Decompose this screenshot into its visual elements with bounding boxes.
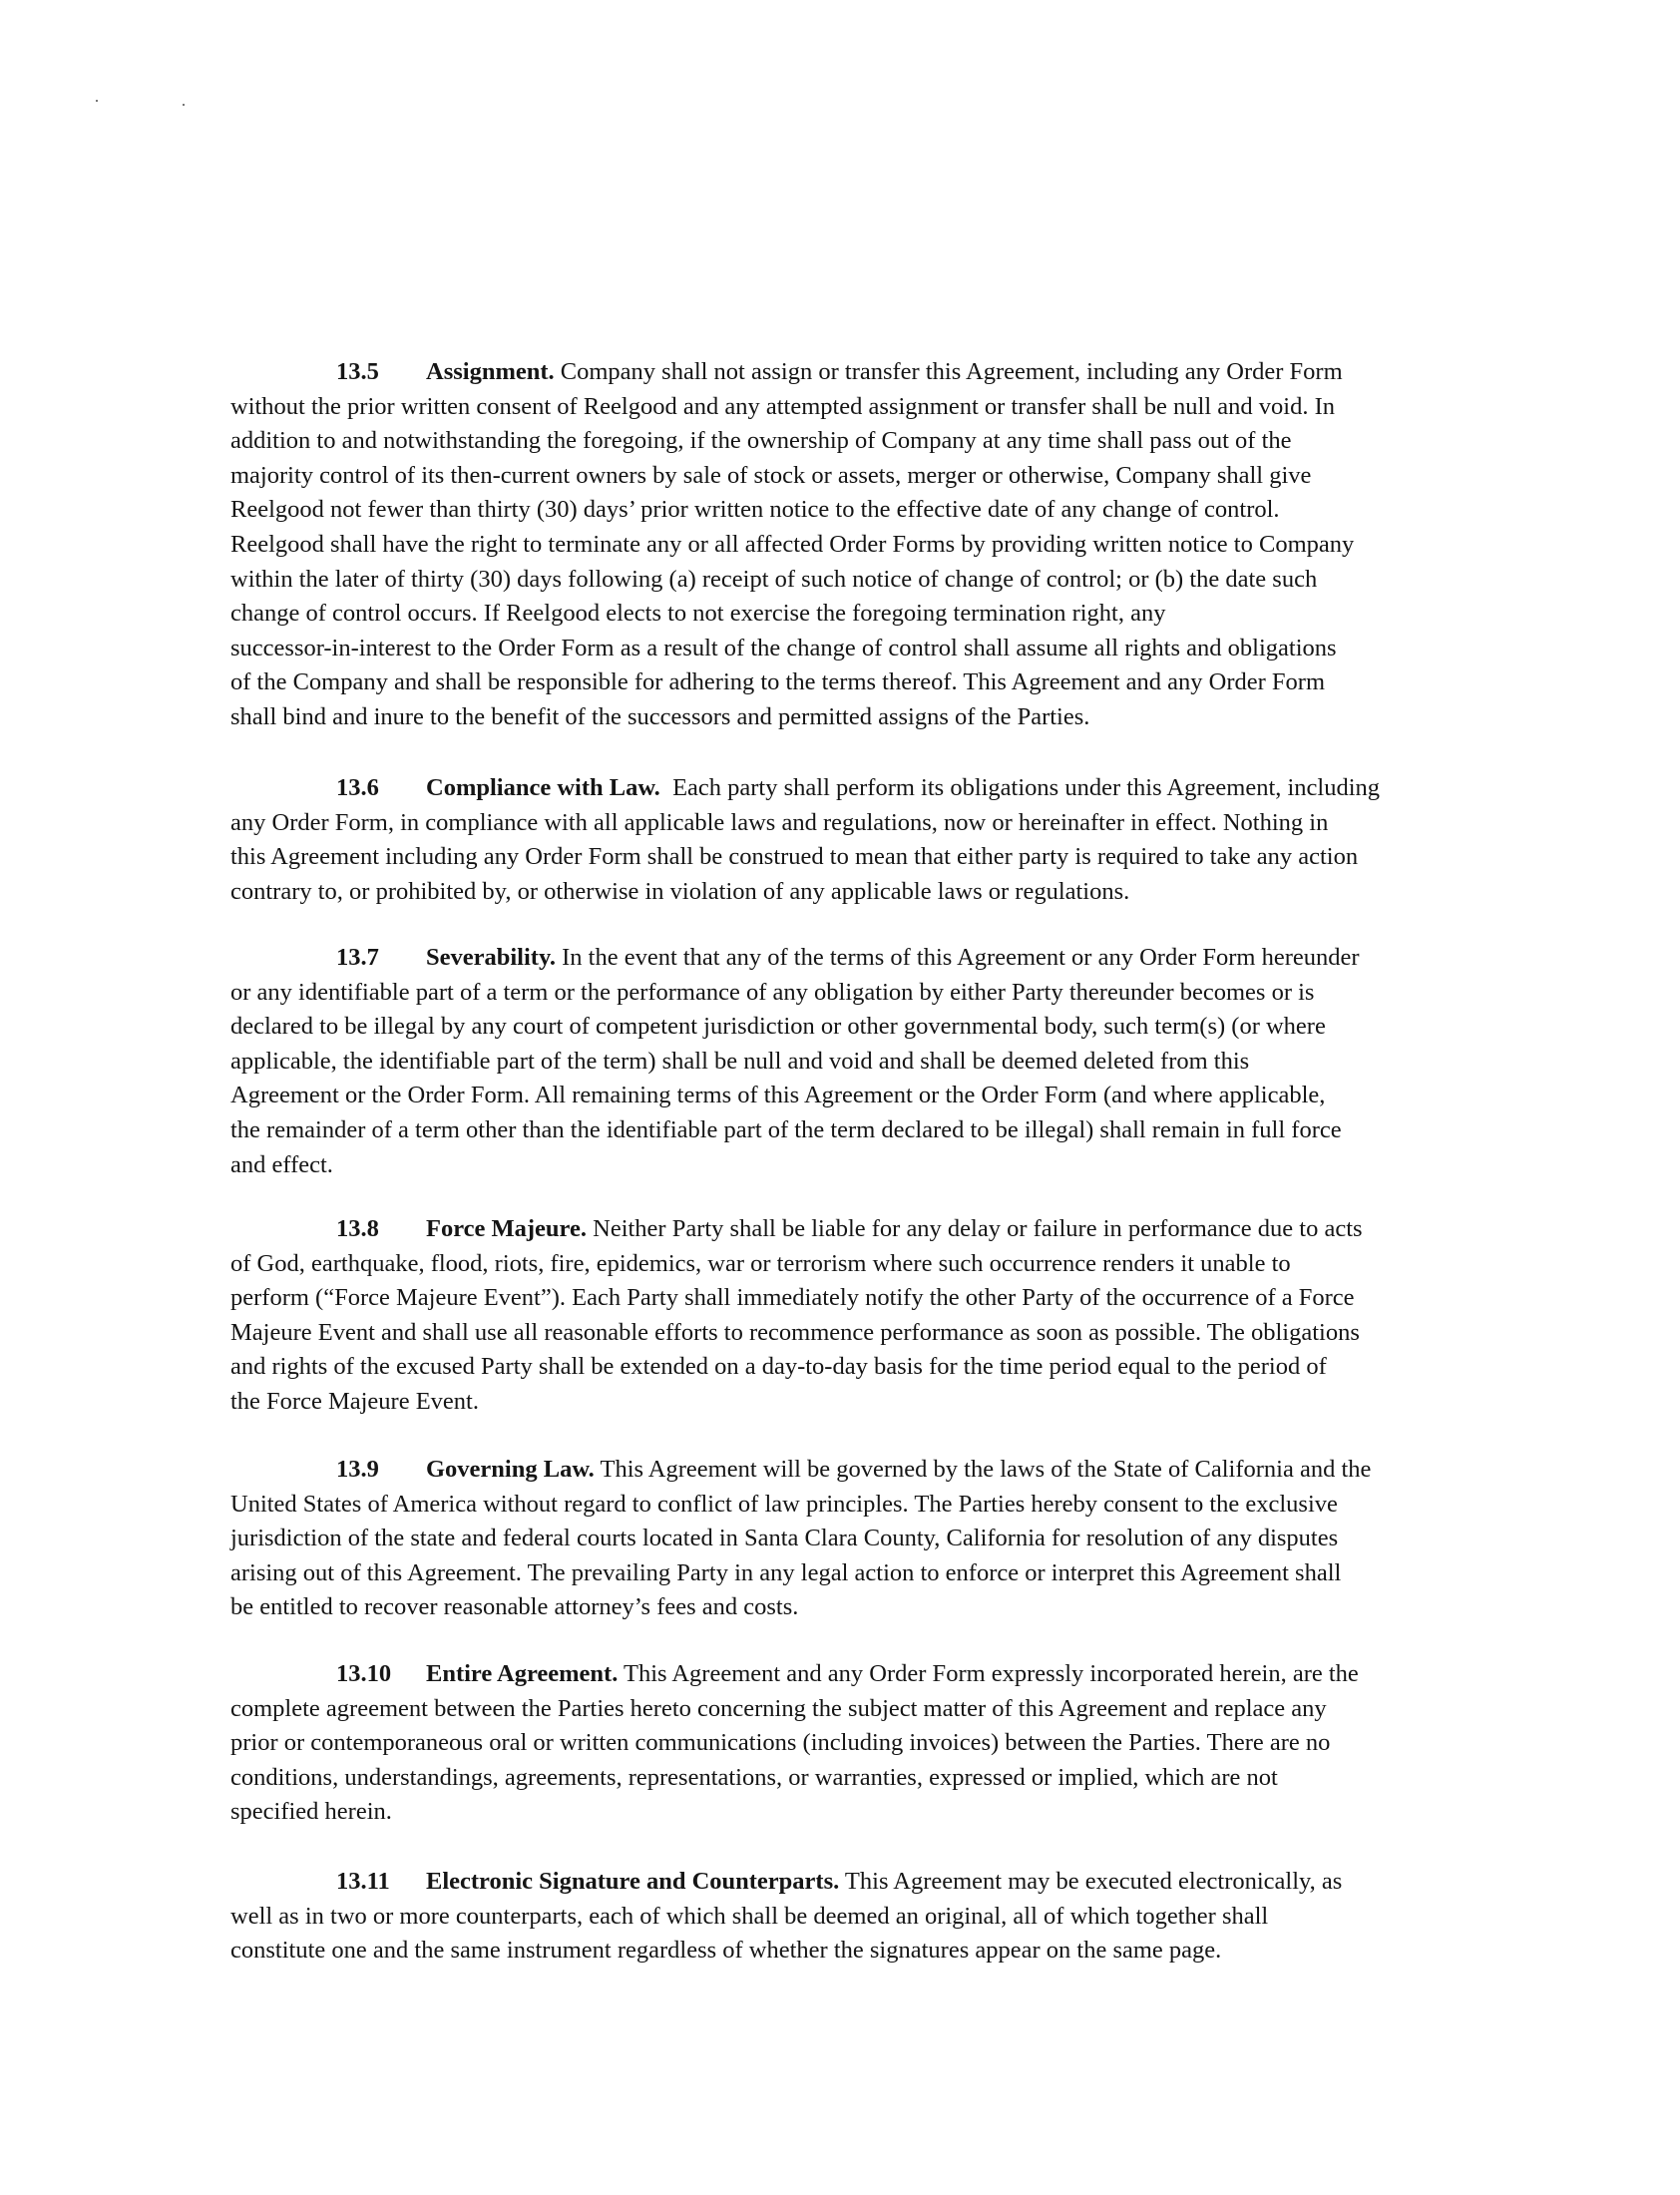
section-text: In the event that any of the terms of this Agreement or any Order Form hereunder [555,944,1360,971]
section-text: This Agreement may be executed electronically, as [839,1868,1343,1895]
section-line: majority control of its then-current owners by sale of stock or assets, merger or otherwise, Company shall give [230,461,1312,489]
section-13-6 [230,771,1527,909]
section-number: 13.5 [336,358,379,385]
section-13-10 [230,1657,1527,1830]
section-line: the Force Majeure Event. [230,1387,479,1415]
section-number: 13.11 [336,1868,390,1895]
section-line: Reelgood shall have the right to terminate any or all affected Order Forms by providing written notice to Company [230,530,1355,558]
section-line: well as in two or more counterparts, each of which shall be deemed an original, all of which together shall [230,1902,1269,1930]
section-line: successor-in-interest to the Order Form as a result of the change of control shall assume all rights and obligations [230,634,1337,661]
section-heading: Compliance with Law. [426,774,660,801]
section-line: applicable, the identifiable part of the term) shall be null and void and shall be deemed deleted from this [230,1047,1250,1075]
section-line: the remainder of a term other than the identifiable part of the term declared to be illegal) shall remain in full force [230,1115,1342,1143]
section-line: arising out of this Agreement. The prevailing Party in any legal action to enforce or interpret this Agreement shall [230,1558,1342,1586]
section-heading: Severability. [426,944,556,971]
section-number: 13.10 [336,1660,392,1687]
section-line: any Order Form, in compliance with all applicable laws and regulations, now or hereinafter in effect. Nothing in [230,808,1329,836]
section-text: This Agreement and any Order Form expressly incorporated herein, are the [618,1660,1359,1687]
section-line: perform (“Force Majeure Event”). Each Party shall immediately notify the other Party of the occurrence of a Force [230,1284,1355,1312]
section-13-9 [230,1453,1527,1625]
section-line: addition to and notwithstanding the foregoing, if the ownership of Company at any time shall pass out of the [230,427,1292,455]
section-heading: Assignment. [426,358,555,385]
section-13-7 [230,941,1527,1182]
section-line: this Agreement including any Order Form shall be construed to mean that either party is required to take any action [230,843,1359,871]
section-line: and effect. [230,1150,333,1178]
section-first-line [230,1657,1527,1692]
section-text: Company shall not assign or transfer this Agreement, including any Order Form [554,358,1343,385]
section-13-11 [230,1865,1527,1969]
section-line: conditions, understandings, agreements, representations, or warranties, expressed or implied, which are not [230,1763,1278,1791]
section-line: declared to be illegal by any court of competent jurisdiction or other governmental body, such term(s) (or where [230,1013,1326,1041]
section-line: Majeure Event and shall use all reasonable efforts to recommence performance as soon as possible. The obligations [230,1318,1360,1346]
section-line: Agreement or the Order Form. All remaining terms of this Agreement or the Order Form (and where applicable, [230,1082,1326,1109]
section-line: complete agreement between the Parties hereto concerning the subject matter of this Agreement and replace any [230,1694,1327,1722]
scan-speck [183,104,185,106]
section-line: and rights of the excused Party shall be extended on a day-to-day basis for the time period equal to the period of [230,1353,1327,1381]
section-text: This Agreement will be governed by the laws of the State of California and the [594,1456,1372,1483]
section-first-line [230,355,1527,390]
section-first-line [230,1865,1527,1900]
section-line: or any identifiable part of a term or the performance of any obligation by either Party thereunder becomes or is [230,978,1315,1006]
section-heading: Governing Law. [426,1456,595,1483]
section-heading: Electronic Signature and Counterparts. [426,1868,840,1895]
section-number: 13.9 [336,1456,379,1483]
section-first-line [230,1212,1527,1247]
section-13-8 [230,1212,1527,1420]
section-line: prior or contemporaneous oral or written communications (including invoices) between the Parties. There are no [230,1729,1331,1757]
section-line: contrary to, or prohibited by, or otherwise in violation of any applicable laws or regulations. [230,877,1130,905]
section-line: within the later of thirty (30) days following (a) receipt of such notice of change of control; or (b) the date such [230,565,1318,593]
section-line: specified herein. [230,1798,392,1826]
section-text: Neither Party shall be liable for any delay or failure in performance due to acts [587,1215,1363,1242]
section-line: constitute one and the same instrument regardless of whether the signatures appear on the same page. [230,1937,1222,1965]
section-first-line [230,1453,1527,1488]
section-first-line [230,941,1527,976]
section-line: change of control occurs. If Reelgood elects to not exercise the foregoing termination right, any [230,600,1166,628]
section-text: Each party shall perform its obligations under this Agreement, including [659,774,1381,801]
section-line: without the prior written consent of Reelgood and any attempted assignment or transfer shall be null and void. In [230,392,1335,420]
section-line: Reelgood not fewer than thirty (30) days’ prior written notice to the effective date of any change of control. [230,496,1280,524]
section-number: 13.8 [336,1215,379,1242]
section-heading: Entire Agreement. [426,1660,619,1687]
section-line: United States of America without regard to conflict of law principles. The Parties hereby consent to the exclusive [230,1490,1338,1518]
section-line: of the Company and shall be responsible for adhering to the terms thereof. This Agreement and any Order Form [230,668,1325,696]
section-number: 13.6 [336,774,379,801]
section-heading: Force Majeure. [426,1215,587,1242]
scan-speck [96,100,98,102]
section-number: 13.7 [336,944,379,971]
section-line: shall bind and inure to the benefit of the successors and permitted assigns of the Parties. [230,702,1090,730]
section-line: be entitled to recover reasonable attorney’s fees and costs. [230,1593,799,1621]
section-13-5 [230,355,1527,735]
section-line: of God, earthquake, flood, riots, fire, epidemics, war or terrorism where such occurrence renders it unable to [230,1249,1291,1277]
section-line: jurisdiction of the state and federal courts located in Santa Clara County, California for resolution of any disputes [230,1525,1339,1552]
section-first-line [230,771,1527,806]
